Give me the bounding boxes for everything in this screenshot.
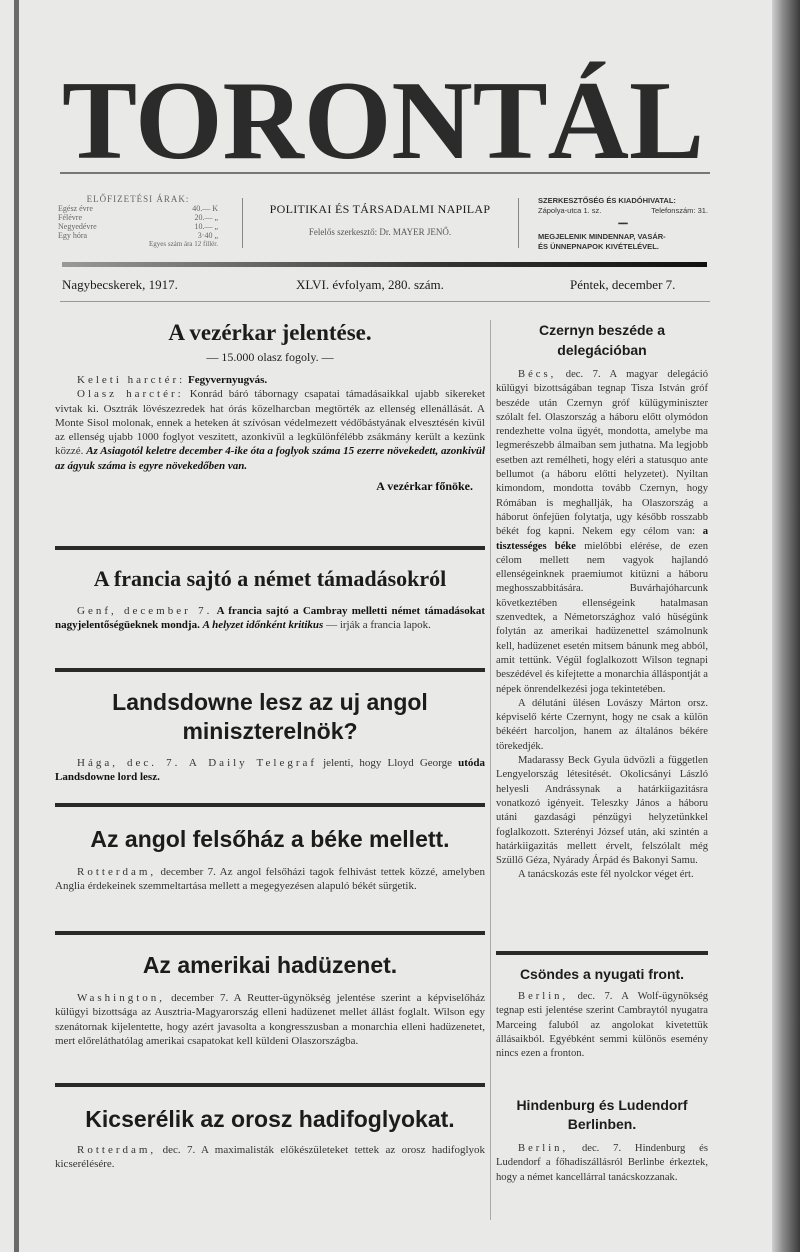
office-phone: Telefonszám: 31. (651, 206, 708, 215)
body-text: Konrád báró tábornagy csapatai támadásaikkal ujabb sikereket vivtak ki. Osztrák lövészezredek hat órás közelharcban megtörték az ellenség ellenállását. A Monte Sisol molonak, ennek a heteken át szívósan védelmezett védőbástyának elvesztésén kivül az ellenség ujabb 1000 foglyot veszitett, azonkivül a legkülönfélébb zsákmány került a kezünk közzé. (55, 388, 486, 458)
body-text: jelenti, hogy Lloyd George (323, 757, 453, 769)
article-paragraph: A tanácskozás este fél nyolckor véget ért. (518, 869, 694, 881)
single-copy-price: Egyes szám ára 12 fillér. (148, 240, 218, 248)
emphasis: utóda Landsdowne lord lesz. (55, 757, 486, 784)
article-paragraph (55, 865, 485, 894)
dateline: Rotterdam, (77, 866, 157, 878)
section-rule (55, 668, 485, 672)
article-title: A francia sajtó a német támadásokról (93, 566, 447, 591)
body-text: A francia sajtó a Cambray melletti német támadásokat nagyjelentőségüeknek mondja. (55, 605, 485, 632)
body-text: mielőbbi elérése, de ezen célom mellett nem vagyok hajlandó ellenségeinknek praemiumot kitüzni a háboru meghosszabbitására. Buvárhajóharcunk következtében ellenségeink hatalmasan szenvedtek, a Németországhoz való hüségünk folytán az amerikai hadüzenettel számolnunk kell, hadüzenet esetén mitsem bánunk meg abból, amit tettünk. Végül foglalkozott Wilson tegnapi beszédével és kifejtette a monarchia álláspontját a népek önrendelkezési joga tekintetében. (496, 540, 708, 695)
body-text: — irják a francia lapok. (326, 619, 431, 632)
article-amerikai (55, 952, 485, 1048)
masthead-divider (242, 198, 243, 248)
article-paragraph (55, 1143, 485, 1172)
section-rule (55, 803, 485, 807)
dateline: Keleti harctér: (77, 374, 186, 386)
page-left-edge (14, 0, 19, 1252)
dateline: Berlin, (518, 1143, 569, 1154)
title-line: Czernyn beszéde a (538, 322, 666, 338)
title-line: Landsdowne lesz az uj angol (112, 689, 428, 715)
dateline: Bécs, (518, 369, 557, 380)
article-paragraph (55, 756, 485, 785)
title-line: delegációban (557, 342, 647, 358)
price-value: 40.— K (192, 204, 218, 213)
dateline: Hága, dec. 7. A Daily Telegraf (77, 757, 318, 769)
article-paragraph: Madarassy Beck Gyula üdvözli a független Lengyelország létesitését. Okolicsányi László helyesli Andrássynak a határkiigazitásra vonatkozó igényeit. Teleszky János a háboru utáni gazdasági pénzügyi helyzetünkkel foglalkozott. Szterényi József után, aki szintén a határkiigazitás mellett érvelt, felszólalt még Szüllő Géza, Nyárady Árpád és Bakonyi Samu. (496, 755, 708, 867)
price-label: Egész évre (58, 204, 93, 213)
article-paragraph (496, 990, 708, 1061)
article-paragraph (496, 1142, 708, 1185)
article-paragraph (496, 368, 708, 697)
price-value: 10.— „ (194, 222, 218, 231)
date-rule (60, 301, 710, 302)
dateline: Rotterdam, (77, 1144, 157, 1156)
emphasis: Az Asiagotól keletre december 4-ike óta a foglyok száma 15 ezerre növekedett, azonkivül az ágyuk száma is egyre növekedőben van. (55, 445, 485, 472)
article-title: A vezérkar jelentése. (168, 320, 372, 345)
title-line: Hindenburg és Ludendorf (516, 1097, 688, 1113)
article-title: Az amerikai hadüzenet. (142, 952, 398, 978)
price-value: 3·40 „ (197, 231, 218, 240)
article-csondes (496, 966, 708, 1061)
article-title: Kicserélik az orosz hadifoglyokat. (85, 1106, 455, 1132)
price-label: Félévre (58, 213, 82, 222)
title-line: Berlinben. (567, 1116, 637, 1132)
emphasis: A helyzet időnként kritikus (202, 619, 324, 632)
signature: A vezérkar főnöke. (376, 479, 473, 494)
price-row (58, 213, 218, 222)
price-row (58, 204, 218, 213)
article-landsdowne (55, 688, 485, 785)
emphasis: a tisztességes béke (496, 526, 708, 552)
dateline: Olasz harctér: (77, 388, 184, 401)
article-vezerkar (55, 320, 485, 494)
body-text: dec. 7. A maximalisták előkészületeket tettek az orosz hadifoglyok kicserélésére. (55, 1144, 486, 1171)
dateline: Genf, december 7. (77, 605, 213, 617)
article-paragraph (55, 373, 485, 387)
section-rule (55, 546, 485, 550)
article-czernyn (496, 320, 708, 883)
office-address: Zápolya-utca 1. sz. (538, 206, 602, 215)
price-value: 20.— „ (194, 213, 218, 222)
section-rule (496, 951, 708, 955)
tagline: POLITIKAI ÉS TÁRSADALMI NAPILAP (269, 202, 491, 216)
body-text: dec. 7. A Wolf-ügynökség tegnap esti jelentése szerint Cambraytól nyugatra Marceing faluból az angolokat kivetettük állásaikból. Egyébként semmi különös esemény nincs ezen a fronton. (496, 991, 708, 1060)
emphasis: Fegyvernyugvás. (187, 374, 268, 386)
masthead-title: TORONTÁL (62, 60, 704, 170)
schedule-line: ÉS ÜNNEPNAPOK KIVÉTELÉVEL. (538, 242, 659, 251)
section-rule (55, 931, 485, 935)
article-title (496, 1096, 708, 1134)
body-text: dec. 7. A magyar delegáció külügyi bizottságában tegnap Tisza István gróf beszéde után Czernyn gróf külügyminiszter szólalt fel. Olaszország a háboru előtt olymódon rendezhette volna ügyét, mondotta, amelybe ma legmerészebb álmaiban sem juthatna. Ma legjobb esetben azt remélheti, hogy eléri a statusquo ante bellumot (a háboru előtti helyzetet). Nyiltan kimondom, mondotta tovább Czernyn, hogy Rómában is meghallják, ha Olaszország a háborut önfejüen folytatja, ugy később rosszabb békét fog kapni. Nekem egy célom van: (496, 369, 708, 538)
ornament: ━━ (618, 219, 628, 228)
article-hindenburg (496, 1096, 708, 1185)
editor-line: Felelős szerkesztő: Dr. MAYER JENŐ. (308, 227, 452, 237)
body-text: dec. 7. Hindenburg és Ludendorf a főhadiszállásról Berlinbe érkeztek, hogy a német kancellárral tanácskozzanak. (496, 1143, 708, 1183)
issue-date: Péntek, december 7. (570, 277, 676, 292)
office-box (538, 196, 708, 252)
article-title (55, 688, 485, 746)
article-paragraph (55, 604, 485, 633)
section-rule (55, 1083, 485, 1087)
article-subtitle: — 15.000 olasz fogoly. — (206, 350, 334, 364)
article-felsohaz (55, 826, 485, 894)
body-text: december 7. A Reutter-ügynökség jelentése szerint a képviselőház külügyi bizottsága az Ausztria-Magyarország elleni hadüzenet mellet állást foglalt. Wilson egy szenátornak kijelentette, hogy azért javasolta a kongresszusban a monarchia elleni hadüzenetet, mert előreláthatólag amerikai csapatokat kell küldeni Olaszországba. (55, 992, 486, 1047)
masthead-rule (60, 172, 710, 174)
article-title: Csöndes a nyugati front. (519, 966, 685, 982)
article-paragraph (55, 387, 485, 473)
article-title: Az angol felsőház a béke mellett. (90, 826, 450, 852)
price-label: Egy hóra (58, 231, 88, 240)
article-kicserelik (55, 1106, 485, 1172)
schedule-line: MEGJELENIK MINDENNAP, VASÁR- (538, 232, 666, 241)
masthead-logo (60, 60, 710, 170)
masthead-divider (518, 198, 519, 248)
place-year: Nagybecskerek, 1917. (62, 277, 178, 292)
dateline: Washington, (77, 992, 166, 1004)
title-line: miniszterelnök? (182, 718, 358, 744)
office-heading: SZERKESZTŐSÉG ÉS KIADÓHIVATAL: (538, 196, 676, 205)
article-paragraph: A délutáni ülésen Lovászy Márton orsz. képviselő kérte Czernynt, hogy ne csak a külön békéért harcoljon, hanem az általános békére törekedjék. (496, 697, 708, 752)
body-text: december 7. Az angol felsőházi tagok felhivást tettek közzé, amelyben Anglia érdekeinek szemmeltartása mellett a megegyezésen alapuló békét sürgetik. (55, 866, 486, 893)
article-francia (55, 566, 485, 633)
page-right-edge (772, 0, 800, 1252)
subscription-box (58, 194, 218, 248)
price-row (58, 231, 218, 240)
masthead-bottom-rule (62, 262, 707, 267)
column-divider (490, 320, 491, 1220)
subscription-heading: ELŐFIZETÉSI ÁRAK: (86, 194, 190, 204)
article-paragraph (55, 991, 485, 1048)
dateline: Berlin, (518, 991, 569, 1002)
price-row (58, 222, 218, 231)
price-label: Negyedévre (58, 222, 97, 231)
article-title (496, 320, 708, 360)
volume-number: XLVI. évfolyam, 280. szám. (296, 277, 444, 292)
